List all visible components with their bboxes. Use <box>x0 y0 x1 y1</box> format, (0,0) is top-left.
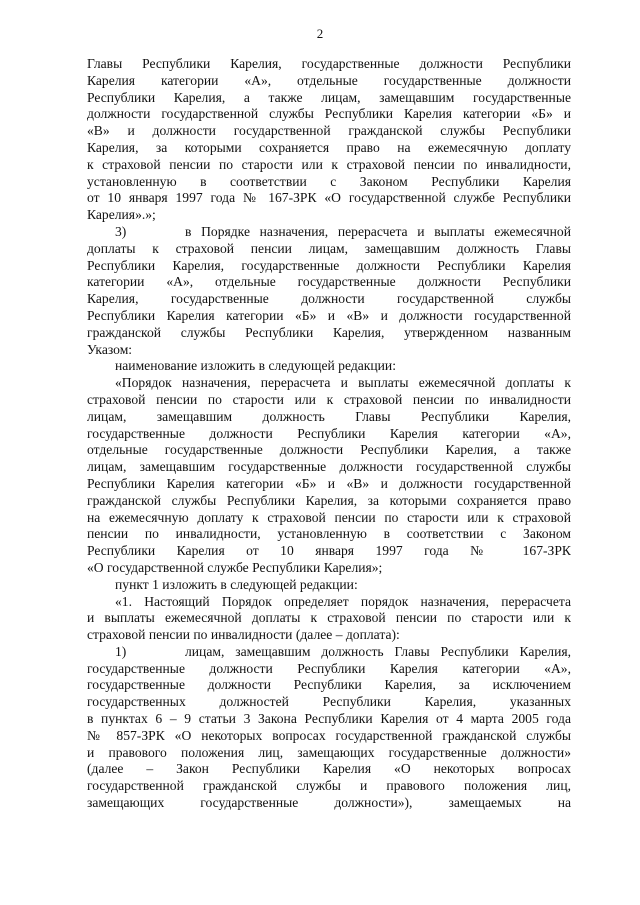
text-line: в Порядке назначения, перерасчета и выплаты ежемесячной <box>185 223 571 239</box>
text-line: «1. Настоящий Порядок определяет порядок назначения, перерасчета <box>115 593 571 609</box>
text-line: пункт 1 изложить в следующей редакции: <box>115 576 358 592</box>
text-line: страховой пенсии по старости или к страховой пенсии по инвалидности <box>87 391 571 407</box>
text-line: доплаты к страховой пенсии лицам, замещавшим должность Главы <box>87 240 571 256</box>
text-line: и правового положения лиц, замещающих государственные должности» <box>87 744 571 760</box>
text-line: гражданской службы Республики Карелия, утвержденном названным <box>87 324 571 340</box>
text-line: Республики Карелия категории «Б» и «В» и должности государственной <box>87 307 571 323</box>
text-line: замещающих государственные должности»), замещаемых на <box>87 795 571 811</box>
text-line: Республики Карелия, а также лицам, замещавшим государственные <box>87 89 571 105</box>
list-item-3 <box>87 224 571 241</box>
text-line: «В» и должности государственной гражданской службы Республики <box>87 123 571 139</box>
text-line: от 10 января 1997 года № 167-ЗРК «О государственной службе Республики <box>87 190 571 206</box>
text-line: (далее – Закон Республики Карелия «О некоторых вопросах <box>87 761 571 777</box>
text-line: Карелия категории «А», отдельные государственные должности <box>87 72 571 88</box>
text-line: пенсии по инвалидности, установленную в соответствии с Законом <box>87 526 571 542</box>
text-line: Указом: <box>87 341 133 357</box>
item-number: 3) <box>115 223 127 239</box>
text-line: Главы Республики Карелия, государственные должности Республики <box>87 56 571 71</box>
text-line: государственные должности Республики Карелия категории «А», <box>87 660 571 676</box>
text-line: государственные должности Республики Карелия, за исключением <box>87 677 571 693</box>
page-number: 2 <box>316 26 324 41</box>
text-line: № 857-ЗРК «О некоторых вопросах государственной гражданской службы <box>87 727 571 743</box>
text-line: «Порядок назначения, перерасчета и выплаты ежемесячной доплаты к <box>115 375 571 391</box>
text-line: страховой пенсии по инвалидности (далее – доплата): <box>87 627 400 643</box>
text-line: отдельные государственные должности Республики Карелия, а также <box>87 442 571 458</box>
item-number: 1) <box>115 643 127 659</box>
document-body <box>87 56 571 812</box>
text-line: лицам, замещавшим государственные должности государственной службы <box>87 459 571 475</box>
text-line: на ежемесячную доплату к страховой пенсии по старости или к страховой <box>87 509 571 525</box>
text-line: государственной гражданской службы и правового положения лиц, <box>87 778 571 794</box>
text-line: должности государственной службы Республики Карелия категории «Б» и <box>87 106 571 122</box>
text-line: Карелия, за которыми сохраняется право на ежемесячную доплату <box>87 139 571 155</box>
text-line: Карелия».»; <box>87 207 156 223</box>
text-line: «О государственной службе Республики Карелия»; <box>87 559 383 575</box>
text-line: в пунктах 6 – 9 статьи 3 Закона Республики Карелия от 4 марта 2005 года <box>87 711 571 727</box>
text-line: Республики Карелия, государственные должности Республики Карелия <box>87 257 571 273</box>
text-line: Республики Карелия категории «Б» и «В» и должности государственной <box>87 475 571 491</box>
text-line: и выплаты ежемесячной доплаты к страховой пенсии по старости или к <box>87 610 571 626</box>
text-line: гражданской службы Республики Карелия, за которыми сохраняется право <box>87 492 571 508</box>
text-line: Карелия, государственные должности государственной службы <box>87 291 571 307</box>
text-line: государственных должностей Республики Карелия, указанных <box>87 694 571 710</box>
text-line: государственные должности Республики Карелия категории «А», <box>87 425 571 441</box>
text-line: лицам, замещавшим должность Главы Республики Карелия, <box>87 408 571 424</box>
text-line: к страховой пенсии по старости или к страховой пенсии по инвалидности, <box>87 156 571 172</box>
text-line: категории «А», отдельные государственные должности Республики <box>87 274 571 290</box>
text-line: наименование изложить в следующей редакции: <box>115 358 396 374</box>
list-item-1 <box>87 644 571 661</box>
text-line: лицам, замещавшим должность Главы Республики Карелия, <box>185 643 571 659</box>
text-line: установленную в соответствии с Законом Республики Карелия <box>87 173 571 189</box>
text-line: Республики Карелия от 10 января 1997 года № 167-ЗРК <box>87 543 571 559</box>
